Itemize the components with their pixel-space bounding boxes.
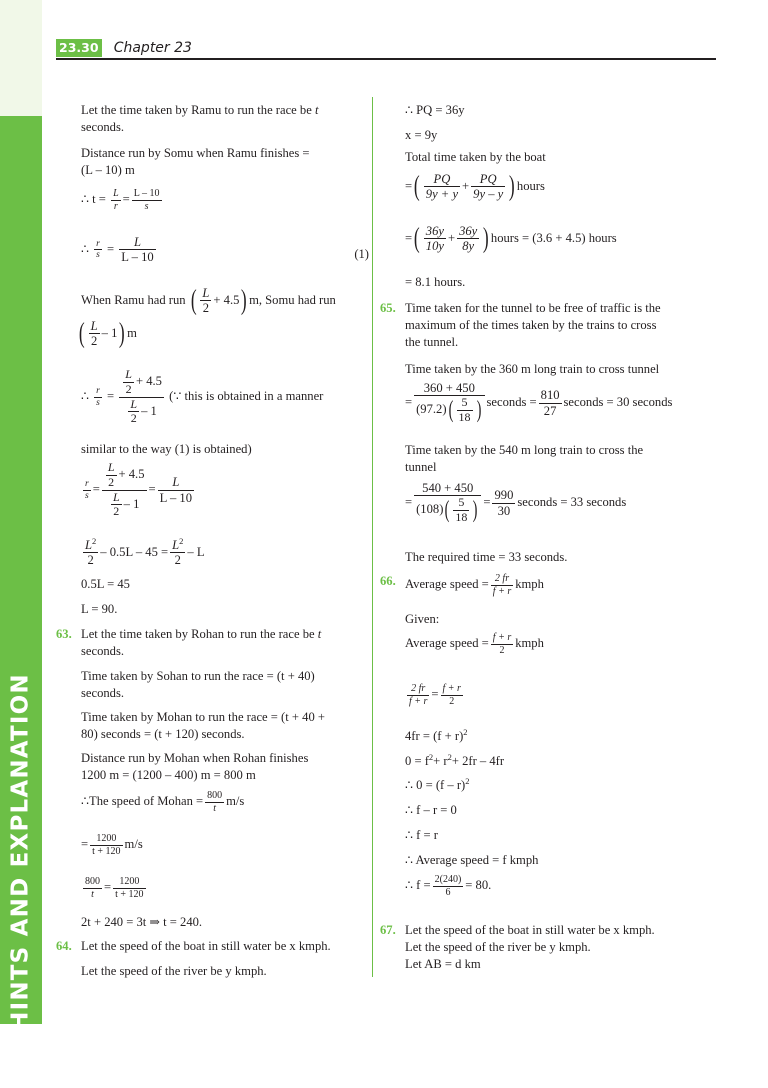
q64-river: Let the speed of the river be y kmph. <box>81 964 267 978</box>
q65-eq-540: = 540 + 450 (108)( $\frac{5}{18}$ ) = $\frac{990}{30}$ seconds = 33 seconds <box>405 481 627 525</box>
q63-mohan: Time taken by Mohan to run the race = (t + 40 + 80) seconds = (t + 120) seconds. <box>81 710 325 742</box>
equation-half-l: 0.5L = 45 <box>81 577 130 591</box>
q63-speed-2: = $\frac{1200}{t + 120}$ m/s <box>81 833 143 857</box>
q65-required: The required time = 33 seconds. <box>405 550 568 564</box>
equation-r-over-s-2: ∴ $\frac{r}{s}$ = $\frac{L}{2}$ + 4.5 $\frac{L}{2}$ – 1 (∵ this is obtained in a manner <box>81 367 324 426</box>
lightbulb-icon <box>2 1050 40 1088</box>
q65-eq-360: = 360 + 450 (97.2)( $\frac{5}{18}$ ) seconds = $\frac{810}{27}$ seconds = 30 seconds <box>405 381 673 425</box>
question-63: 63. Let the time taken by Rohan to run the race be t seconds. <box>56 627 322 659</box>
q66-step-5: ∴ f = r <box>405 828 438 842</box>
question-64: 64. Let the speed of the boat in still water be x kmph. <box>56 939 331 953</box>
page-header <box>56 39 192 57</box>
q66-step-6: ∴ Average speed = f kmph <box>405 853 539 867</box>
chapter-title: Chapter 23 <box>113 40 192 56</box>
margin-strip-top <box>0 0 42 116</box>
total-time-eq-2: =( $\frac{36y}{10y}$ + $\frac{36y}{8y}$ ) hours = (3.6 + 4.5) hours <box>405 222 617 255</box>
paragraph-somu-distance: Distance run by Somu when Ramu finishes = (L – 10) m <box>81 146 310 178</box>
q66-step-7: ∴ f = $\frac{2(240)}{6}$ = 80. <box>405 874 492 898</box>
side-tab-label: HINTS AND EXPLANATION <box>7 673 34 1031</box>
q63-sohan: Time taken by Sohan to run the race = (t + 40) seconds. <box>81 669 315 701</box>
equation-quadratic: $\frac{L^2}{2}$ – 0.5L – 45 = $\frac{L^2}{2}$ – L <box>85 535 205 568</box>
page-number: 23.30 <box>56 39 102 57</box>
q66-equate: $\frac{2 fr}{f + r}$ = $\frac{f + r}{2}$ <box>409 683 461 707</box>
equation-l-value: L = 90. <box>81 602 118 616</box>
equation-r-over-s: ∴ $\frac{r}{s}$ = $\frac{L}{L - 10}$ (1) <box>81 235 369 265</box>
paragraph-ramu-time: Let the time taken by Ramu to run the race be t seconds. <box>81 103 319 135</box>
q65-train-540: Time taken by the 540 m long train to cross the tunnel <box>405 443 644 475</box>
q63-speed: ∴The speed of Mohan = $\frac{800}{t}$ m/s <box>81 790 245 814</box>
q63-distance: Distance run by Mohan when Rohan finishes 1200 m = (1200 – 400) m = 800 m <box>81 751 309 783</box>
q63-final: 2t + 240 = 3t ⇒ t = 240. <box>81 915 203 929</box>
total-time-eq-1: =( $\frac{PQ}{9y + y}$ + $\frac{PQ}{9y - y}$ ) hours <box>405 170 545 203</box>
paragraph-when-ramu: When Ramu had run ( $\frac{L}{2}$ + 4.5) m, Somu had run <box>81 284 336 317</box>
column-divider <box>372 97 373 977</box>
side-tab <box>0 116 42 1031</box>
q63-equation: $\frac{800}{t}$ = $\frac{1200}{t + 120}$ <box>85 876 144 900</box>
somu-had-run: ( $\frac{L}{2}$ – 1) m <box>78 317 137 350</box>
header-rule <box>56 58 716 60</box>
equation-pq: ∴ PQ = 36y <box>405 103 465 117</box>
q66-avg-given: Average speed = $\frac{f + r}{2}$ kmph <box>405 632 544 656</box>
q66-step-2: $0 = f^2+ r^2+ 2fr - 4fr$ <box>405 751 505 768</box>
q66-step-4: ∴ f – r = 0 <box>405 803 457 817</box>
note-similar: similar to the way (1) is obtained) <box>81 442 252 456</box>
question-65: 65. Time taken for the tunnel to be free of traffic is the maximum of the times taken by the trains to cross the tunnel. <box>380 301 661 350</box>
q66-step-3: ∴ 0 = (f – r)$^2$ <box>405 775 470 792</box>
total-time-label: Total time taken by the boat <box>405 150 546 164</box>
question-66: 66. Average speed = $\frac{2 fr}{f + r}$ kmph <box>380 573 544 597</box>
equation-x: x = 9y <box>405 128 438 142</box>
q65-train-360: Time taken by the 360 m long train to cross tunnel <box>405 362 660 376</box>
question-67: 67. Let the speed of the boat in still water be x kmph. Let the speed of the river be y kmph. Let AB = d km <box>380 923 655 972</box>
q66-step-1: $4fr = (f + r)^2$ <box>405 726 468 743</box>
q66-given: Given: <box>405 612 440 626</box>
equation-t: ∴ t = $\frac{L}{r}$ = $\frac{L - 10}{s}$ <box>81 188 160 212</box>
total-time-result: = 8.1 hours. <box>405 275 466 289</box>
equation-r-over-s-3: $\frac{r}{s}$ = $\frac{L}{2}$ + 4.5 $\frac{L}{2}$ – 1 = $\frac{L}{L - 10}$ <box>85 460 193 519</box>
